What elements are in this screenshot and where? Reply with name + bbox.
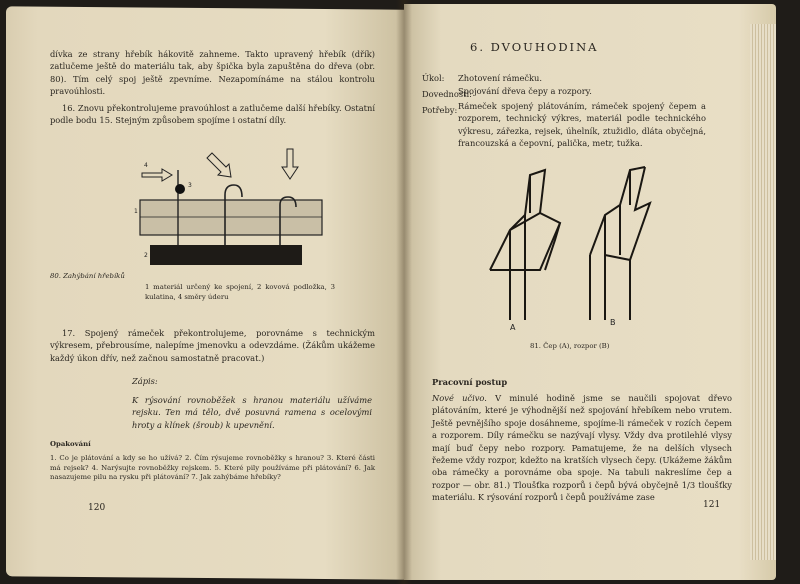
figure-81-caption: 81. Čep (A), rozpor (B)	[530, 342, 610, 350]
page-edges	[750, 24, 776, 560]
figure-80-caption: 80. Zahýbání hřebíků	[50, 272, 125, 280]
figure-label-4: 4	[144, 162, 148, 169]
goal-text: Zhotovení rámečku.	[458, 73, 543, 83]
questions-text: 1. Co je plátování a kdy se ho užívá? 2. Čím rýsujeme rovnoběžky s hranou? 3. Které části má rejsek? 4. Narýsujte rovnoběžky rejskem. 5. Které pily používáme při plátování? 6. Jak nasazujeme pilu na rysku při plátování? 7. Jak zahýbáme hřebíky?	[50, 454, 375, 482]
book-spine	[396, 0, 412, 584]
figure-label-1: 1	[134, 208, 138, 215]
figure-80-nail-bending	[130, 145, 330, 270]
new-material-label: Nové učivo.	[432, 393, 487, 403]
section-text: V minulé hodině jsme se naučili spojovat dřevo plátováním, které je výhodnější než spojování hřebíkem nebo vrutem. Ještě pevnějšího spoje dosáhneme, spojíme-li rámeček v rozích čepem a rozporem. Díly rámečku se nazývají vlysy. Vždy dva protilehlé vlysy mají buď čepy nebo rozpory. Pamatujeme, že na delších vlysech řežeme vždy rozpor, kdežto na kratších vlysech čepy. (Ukážeme žákům oba rámečky a porovnáme oba spoje. Na tabuli nakreslíme čep a rozpor — obr. 81.) Tloušťka rozporů i čepů bývá obyčejně 1/3 tloušťky materiálu. K rýsování rozporů i čepů používáme zase	[432, 393, 733, 503]
paragraph-17: 17. Spojený rámeček překontrolujeme, porovnáme s technickým výkresem, přebrousíme, nalepíme jmenovku a odevzdáme. (Žákům ukážeme každý úkon dřív, než začnou samostatně pracovat.)	[50, 328, 375, 363]
needs-text: Rámeček spojený plátováním, rámeček spojený čepem a rozporem, technický výkres, materiál podle technického výkresu, zářezka, rejsek, úhelník, ztužidlo, dláta obyčejná, francouzská a čepovní, palička, metr, tužka.	[458, 101, 706, 149]
section-body	[432, 392, 732, 504]
questions-heading: Opakování	[50, 440, 91, 448]
note-text: K rýsování rovnoběžek s hranou materiálu užíváme rejsku. Ten má tělo, dvě posuvná ramena s ocelovými hroty a klínek (šroub) k upevnění.	[132, 395, 372, 430]
figure-80-legend: 1 materiál určený ke spojení, 2 kovová podložka, 3 kulatina, 4 směry úderu	[145, 283, 335, 301]
section-title: 6. DVOUHODINA	[470, 40, 599, 54]
paragraph-top: dívka ze strany hřebík hákovitě zahneme. Takto upravený hřebík (dřík) zatlučeme ještě do materiálu tak, aby špička byla zapuštěna do dřeva (obr. 80). Tím celý spoj ještě zpevníme. Nezapomínáme na stálou kontrolu pravoúhlosti.	[50, 49, 375, 97]
right-page-number: 121	[703, 500, 721, 510]
goal-label: Úkol:	[422, 73, 445, 83]
paragraph-16: 16. Znovu překontrolujeme pravoúhlost a zatlučeme další hřebíky. Ostatní podle bodu 15. Stejným způsobem spojíme i ostatní díly.	[50, 103, 375, 126]
figure-label-2: 2	[144, 252, 148, 259]
skills-text: Spojování dřeva čepy a rozpory.	[458, 86, 592, 96]
figure-label-b: B	[610, 318, 616, 327]
note-heading: Zápis:	[132, 376, 158, 386]
section-heading: Pracovní postup	[432, 377, 508, 387]
needs-label: Potřeby:	[422, 105, 458, 115]
left-page-number: 120	[88, 503, 106, 513]
skills-label: Dovednosti:	[422, 89, 472, 99]
figure-81-tenon-joints	[480, 165, 670, 335]
figure-label-a: A	[510, 323, 516, 332]
figure-label-3: 3	[188, 182, 192, 189]
